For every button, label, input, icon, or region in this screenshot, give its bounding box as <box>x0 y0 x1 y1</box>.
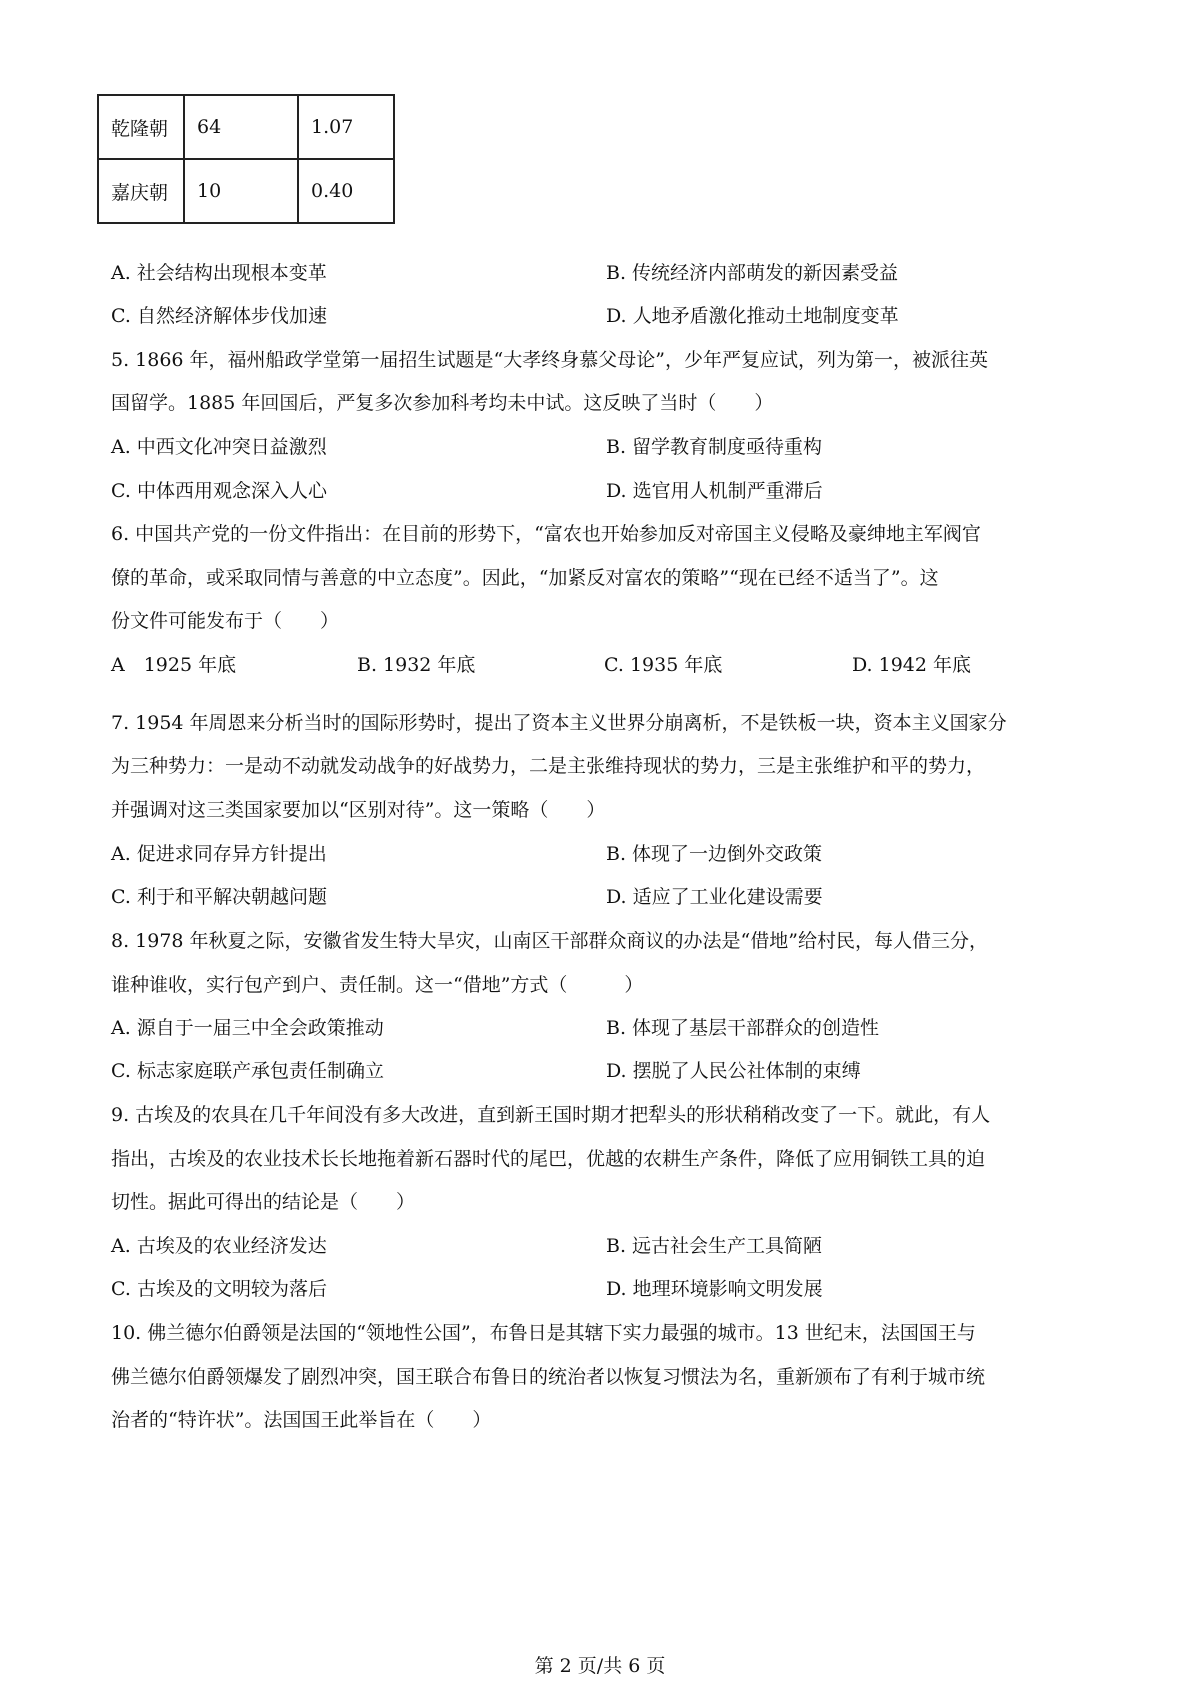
q8-stem-line: 谁种谁收，实行包产到户、责任制。这一“借地”方式（ ） <box>111 974 644 996</box>
table-cell: 1.07 <box>298 95 394 159</box>
q9-option-c: C. 古埃及的文明较为落后 <box>111 1278 327 1300</box>
q9-stem-line: 9. 古埃及的农具在几千年间没有多大改进，直到新王国时期才把犁头的形状稍稍改变了一下。就此，有人 <box>111 1104 991 1126</box>
q7-option-a: A. 促进求同存异方针提出 <box>111 843 327 865</box>
q10-stem-line: 佛兰德尔伯爵领爆发了剧烈冲突，国王联合布鲁日的统治者以恢复习惯法为名，重新颁布了有利于城市统 <box>111 1366 986 1388</box>
page-number: 第 2 页/共 6 页 <box>534 1655 666 1677</box>
table-cell: 0.40 <box>298 159 394 223</box>
q5-option-c: C. 中体西用观念深入人心 <box>111 480 327 502</box>
q4-option-d: D. 人地矛盾激化推动土地制度变革 <box>606 305 899 327</box>
q4-option-b: B. 传统经济内部萌发的新因素受益 <box>606 262 899 284</box>
q4-option-a: A. 社会结构出现根本变革 <box>111 262 327 284</box>
table-cell: 64 <box>184 95 298 159</box>
data-table <box>97 94 395 224</box>
q10-stem-line: 治者的“特许状”。法国国王此举旨在（ ） <box>111 1409 492 1431</box>
table-row <box>98 159 394 223</box>
q8-option-c: C. 标志家庭联产承包责任制确立 <box>111 1060 384 1082</box>
q5-option-b: B. 留学教育制度亟待重构 <box>606 436 823 458</box>
q6-option-b: B. 1932 年底 <box>357 654 476 676</box>
q10-stem-line: 10. 佛兰德尔伯爵领是法国的“领地性公国”，布鲁日是其辖下实力最强的城市。13 世纪末，法国国王与 <box>111 1322 976 1344</box>
q7-option-c: C. 利于和平解决朝越问题 <box>111 886 327 908</box>
q6-option-c: C. 1935 年底 <box>604 654 723 676</box>
q9-stem-line: 指出，古埃及的农业技术长长地拖着新石器时代的尾巴，优越的农耕生产条件，降低了应用铜铁工具的迫 <box>111 1148 986 1170</box>
table-cell: 10 <box>184 159 298 223</box>
q9-option-b: B. 远古社会生产工具简陋 <box>606 1235 823 1257</box>
q7-option-d: D. 适应了工业化建设需要 <box>606 886 823 908</box>
q7-option-b: B. 体现了一边倒外交政策 <box>606 843 823 865</box>
q9-option-a: A. 古埃及的农业经济发达 <box>111 1235 327 1257</box>
q6-stem-line: 份文件可能发布于（ ） <box>111 610 340 632</box>
q8-stem-line: 8. 1978 年秋夏之际，安徽省发生特大旱灾，山南区干部群众商议的办法是“借地”给村民，每人借三分， <box>111 930 988 952</box>
q5-option-a: A. 中西文化冲突日益激烈 <box>111 436 327 458</box>
q4-option-c: C. 自然经济解体步伐加速 <box>111 305 327 327</box>
table-cell: 乾隆朝 <box>98 95 184 159</box>
table-row <box>98 95 394 159</box>
q5-stem-line: 5. 1866 年，福州船政学堂第一届招生试题是“大孝终身慕父母论”，少年严复应试，列为第一，被派往英 <box>111 349 988 371</box>
q6-stem-line: 6. 中国共产党的一份文件指出：在目前的形势下，“富农也开始参加反对帝国主义侵略及豪绅地主军阀官 <box>111 523 981 545</box>
q8-option-b: B. 体现了基层干部群众的创造性 <box>606 1017 880 1039</box>
q5-stem-line: 国留学。1885 年回国后，严复多次参加科考均未中试。这反映了当时（ ） <box>111 392 774 414</box>
q7-stem-line: 为三种势力：一是动不动就发动战争的好战势力，二是主张维持现状的势力，三是主张维护和平的势力， <box>111 755 986 777</box>
q5-option-d: D. 选官用人机制严重滞后 <box>606 480 823 502</box>
q8-option-d: D. 摆脱了人民公社体制的束缚 <box>606 1060 861 1082</box>
q7-stem-line: 并强调对这三类国家要加以“区别对待”。这一策略（ ） <box>111 799 606 821</box>
q9-stem-line: 切性。据此可得出的结论是（ ） <box>111 1191 416 1213</box>
q6-stem-line: 僚的革命，或采取同情与善意的中立态度”。因此，“加紧反对富农的策略”“现在已经不适当了”。这 <box>111 567 939 589</box>
q9-option-d: D. 地理环境影响文明发展 <box>606 1278 823 1300</box>
q6-option-d: D. 1942 年底 <box>852 654 972 676</box>
q7-stem-line: 7. 1954 年周恩来分析当时的国际形势时，提出了资本主义世界分崩离析，不是铁板一块，资本主义国家分 <box>111 712 1007 734</box>
q6-option-a: A 1925 年底 <box>111 654 237 676</box>
q8-option-a: A. 源自于一届三中全会政策推动 <box>111 1017 384 1039</box>
table-cell: 嘉庆朝 <box>98 159 184 223</box>
